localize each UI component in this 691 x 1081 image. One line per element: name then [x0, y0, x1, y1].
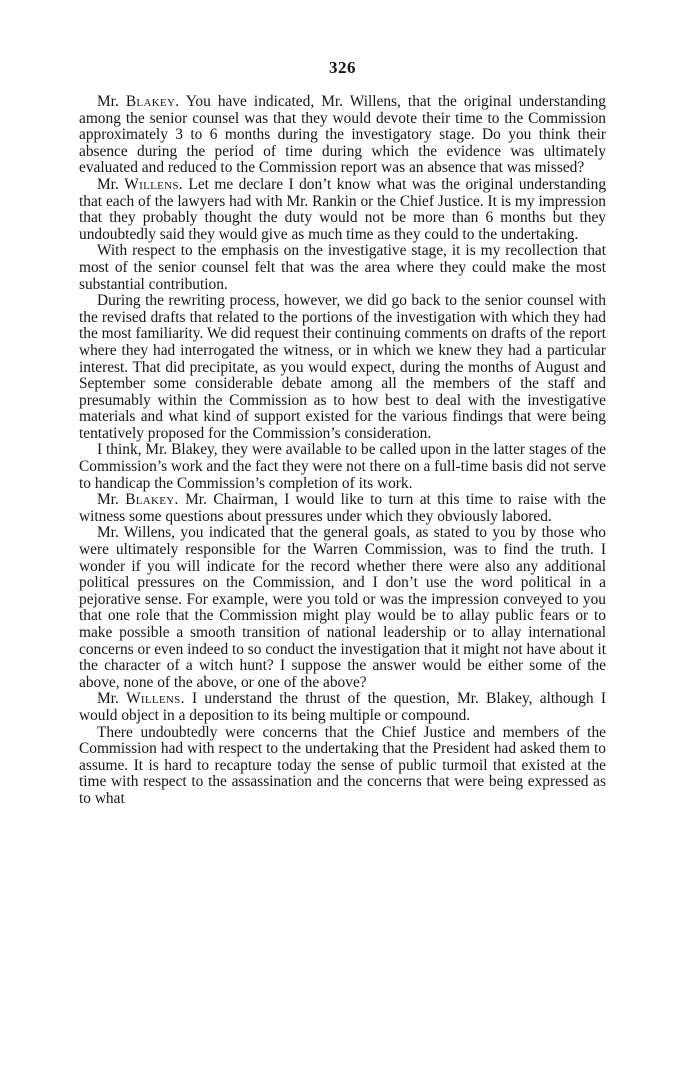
paragraph-7: [79, 525, 606, 691]
paragraph-9: [79, 725, 606, 808]
paragraph-3: [79, 243, 606, 293]
paragraph-1: [79, 94, 606, 177]
page-number: 326: [329, 58, 356, 77]
speaker-honorific: Mr.: [97, 175, 125, 193]
paragraph-6: [79, 492, 606, 525]
paragraph-text: There undoubtedly were concerns that the Chief Justice and members of the Commission had with respect to the undertaking that the President had asked them to assume. It is hard to recapture today the sense of public turmoil that existed at the time with respect to the assassination and the concerns that were being expressed as to what: [79, 723, 606, 807]
speaker-honorific: Mr.: [97, 491, 126, 509]
paragraph-text: Mr. Chairman, I would like to turn at this time to raise with the witness some questions about pressures under which they obviously labored.: [79, 491, 607, 525]
paragraph-8: [79, 691, 606, 724]
speaker-name: Blakey.: [125, 93, 180, 110]
paragraph-4: [79, 293, 606, 442]
speaker-honorific: Mr.: [97, 93, 126, 110]
paragraph-text: Mr. Willens, you indicated that the general goals, as stated to you by those who were ultimately responsible for the Warren Commission, was to find the truth. I wonder if you will indicate for the record whether there were also any additional political pressures on the Commission, and I don’t use the word political in a pejorative sense. For example, were you told or was the impression conveyed to you that one role that the Commission might play would be to allay public fears or to make possible a smooth transition of national leadership or to allay international concerns or even indeed to so conduct the investigation that it might not have about it the character of a witch hunt? I suppose the answer would be either some of the above, none of the above, or one of the above?: [79, 524, 607, 691]
paragraph-text: You have indicated, Mr. Willens, that the original understanding among the senior counsel was that they would devote their time to the Commission approximately 3 to 6 months during the investigatory stage. Do you think their absence during the period of time during which the evidence was ultimately evaluated and reduced to the Commission report was an absence that was missed?: [79, 93, 606, 177]
speaker-honorific: Mr.: [97, 690, 127, 708]
paragraph-text: With respect to the emphasis on the investigative stage, it is my recollection that most of the senior counsel felt that was the area where they could make the most substantial contribution.: [79, 242, 606, 293]
paragraph-text: Let me declare I don’t know what was the original understanding that each of the lawyers had with Mr. Rankin or the Chief Justice. It is my impression that they probably thought the duty would not be more than 6 months but they undoubtedly said they would give as much time as they could to the undertaking.: [79, 175, 607, 243]
paragraph-5: [79, 442, 606, 492]
paragraph-2: [79, 177, 606, 243]
paragraph-text: During the rewriting process, however, we did go back to the senior counsel with the revised drafts that related to the portions of the investigation with which they had the most familiarity. We did request their continuing comments on drafts of the report where they had interrogated the witness, or in which we knew they had a particular interest. That did precipitate, as you would expect, during the months of August and September some considerable debate among all the members of the staff and presumably within the Commission as to how best to deal with the investigative materials and what kind of support existed for the various findings that were being tentatively proposed for the Commission’s consideration.: [79, 292, 606, 442]
speaker-name: Willens.: [126, 690, 185, 708]
speaker-name: Willens.: [124, 175, 183, 193]
paragraph-text: I think, Mr. Blakey, they were available to be called upon in the latter stages of the Commission’s work and the fact they were not there on a full-time basis did not serve to handicap the Commission’s completion of its work.: [79, 441, 607, 492]
paragraph-text: I understand the thrust of the question, Mr. Blakey, although I would object in a deposition to its being multiple or compound.: [79, 690, 607, 724]
speaker-name: Blakey.: [125, 491, 179, 509]
document-page: [79, 58, 606, 808]
